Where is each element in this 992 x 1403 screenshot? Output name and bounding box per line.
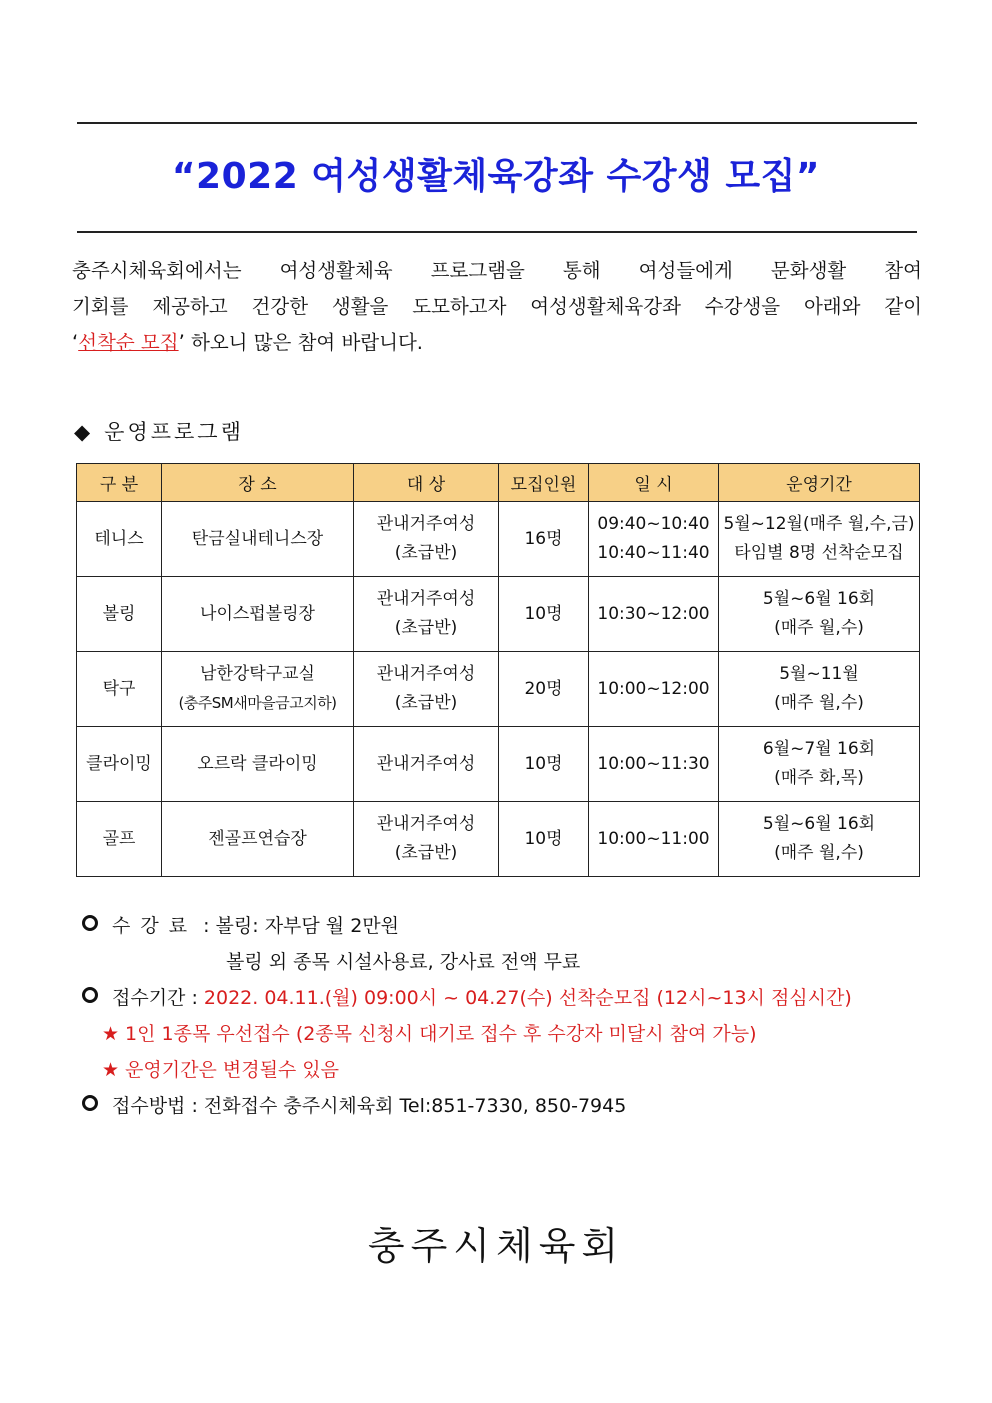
period-text: 5월~12월(매주 월,수,금)	[723, 514, 915, 534]
cell-period	[719, 502, 920, 577]
star-icon: ★	[102, 1059, 120, 1081]
info-list	[82, 908, 852, 1124]
period-text: 5월~6월 16회	[762, 814, 876, 834]
table-row	[77, 502, 920, 577]
diamond-icon: ◆	[74, 420, 91, 444]
method-label: 접수방법	[112, 1095, 186, 1117]
period-separator: :	[185, 987, 204, 1009]
period-text: 6월~7월 16회	[762, 739, 876, 759]
time-sub: 10:40~11:40	[597, 543, 710, 563]
table-row	[77, 727, 920, 802]
first-come-highlight: 선착순 모집	[78, 331, 179, 354]
cell-time	[589, 502, 719, 577]
intro-line-3-rest: ’ 하오니 많은 참여 바랍니다.	[178, 331, 423, 354]
cell-target	[354, 502, 499, 577]
fee-row	[82, 908, 852, 944]
table-row	[77, 802, 920, 877]
cell-period	[719, 577, 920, 652]
period-sub: 타임별 8명 선착순모집	[734, 543, 904, 563]
organization-name: 충주시체육회	[367, 1224, 625, 1268]
cell-category: 탁구	[77, 652, 162, 727]
target-text: 관내거주여성	[376, 664, 476, 684]
period-row	[82, 980, 852, 1016]
cell-time: 10:00~11:00	[589, 802, 719, 877]
cell-target	[354, 802, 499, 877]
bottom-rule	[77, 231, 917, 233]
cell-place: 오르락 클라이밍	[162, 727, 354, 802]
cell-place: 젠골프연습장	[162, 802, 354, 877]
cell-category: 테니스	[77, 502, 162, 577]
note-2: 운영기간은 변경될수 있음	[125, 1059, 340, 1081]
table-row	[77, 652, 920, 727]
fee-separator: :	[197, 915, 216, 937]
period-sub: (매주 화,목)	[774, 768, 864, 788]
fee-label: 수강료	[112, 915, 198, 937]
header-category: 구 분	[77, 464, 162, 502]
method-separator: :	[185, 1095, 204, 1117]
cell-capacity: 10명	[499, 727, 589, 802]
open-quote: ‘	[72, 331, 79, 354]
fee-line-1: 볼링: 자부담 월 2만원	[215, 915, 399, 937]
fee-row-2	[82, 944, 852, 980]
target-text: 관내거주여성	[376, 514, 476, 534]
header-target: 대 상	[354, 464, 499, 502]
cell-target	[354, 577, 499, 652]
program-table	[76, 463, 920, 877]
circle-bullet-icon	[82, 915, 98, 931]
note-row-2	[82, 1052, 852, 1088]
intro-line-3	[72, 325, 922, 361]
table-header-row	[77, 464, 920, 502]
header-place: 장 소	[162, 464, 354, 502]
header-capacity: 모집인원	[499, 464, 589, 502]
target-sub: (초급반)	[394, 693, 458, 713]
cell-category: 볼링	[77, 577, 162, 652]
target-text: 관내거주여성	[376, 589, 476, 609]
cell-period	[719, 727, 920, 802]
circle-bullet-icon	[82, 987, 98, 1003]
place-sub: (충주SM새마을금고지하)	[178, 694, 337, 712]
target-sub: (초급반)	[394, 618, 458, 638]
place-text: 남한강탁구교실	[200, 664, 315, 684]
period-text: 5월~6월 16회	[762, 589, 876, 609]
cell-time: 10:00~11:30	[589, 727, 719, 802]
intro-paragraph	[72, 253, 922, 361]
cell-target: 관내거주여성	[354, 727, 499, 802]
top-rule	[77, 122, 917, 124]
cell-time: 10:00~12:00	[589, 652, 719, 727]
period-label: 접수기간	[112, 987, 186, 1009]
method-row	[82, 1088, 852, 1124]
cell-capacity: 20명	[499, 652, 589, 727]
time-text: 09:40~10:40	[597, 514, 710, 534]
intro-line-1: 충주시체육회에서는 여성생활체육 프로그램을 통해 여성들에게 문화생활 참여	[72, 259, 922, 282]
cell-category: 골프	[77, 802, 162, 877]
cell-period	[719, 802, 920, 877]
period-sub: (매주 월,수)	[774, 618, 864, 638]
header-time: 일 시	[589, 464, 719, 502]
cell-capacity: 16명	[499, 502, 589, 577]
method-value: 전화접수 충주시체육회 Tel:851-7330, 850-7945	[203, 1095, 627, 1117]
section-heading-text: 운영프로그램	[104, 420, 244, 444]
period-value: 2022. 04.11.(월) 09:00시 ~ 04.27(수) 선착순모집 (12시~13시 점심시간)	[203, 987, 852, 1009]
header-period: 운영기간	[719, 464, 920, 502]
period-sub: (매주 월,수)	[774, 693, 864, 713]
circle-bullet-icon	[82, 1095, 98, 1111]
fee-line-2: 볼링 외 종목 시설사용료, 강사료 전액 무료	[226, 951, 581, 973]
cell-place: 나이스펍볼링장	[162, 577, 354, 652]
star-icon: ★	[102, 1023, 120, 1045]
target-sub: (초급반)	[394, 843, 458, 863]
cell-time: 10:30~12:00	[589, 577, 719, 652]
note-row-1	[82, 1016, 852, 1052]
cell-target	[354, 652, 499, 727]
cell-place	[162, 652, 354, 727]
page-title: “2022 여성생활체육강좌 수강생 모집”	[171, 156, 821, 197]
target-text: 관내거주여성	[376, 814, 476, 834]
cell-period	[719, 652, 920, 727]
section-heading	[74, 416, 244, 446]
cell-category: 클라이밍	[77, 727, 162, 802]
table-row	[77, 577, 920, 652]
cell-capacity: 10명	[499, 577, 589, 652]
target-sub: (초급반)	[394, 543, 458, 563]
period-text: 5월~11월	[779, 664, 859, 684]
cell-place: 탄금실내테니스장	[162, 502, 354, 577]
intro-line-2: 기회를 제공하고 건강한 생활을 도모하고자 여성생활체육강좌 수강생을 아래와 같이	[72, 295, 922, 318]
period-sub: (매주 월,수)	[774, 843, 864, 863]
note-1: 1인 1종목 우선접수 (2종목 신청시 대기로 접수 후 수강자 미달시 참여 가능)	[125, 1023, 757, 1045]
cell-capacity: 10명	[499, 802, 589, 877]
